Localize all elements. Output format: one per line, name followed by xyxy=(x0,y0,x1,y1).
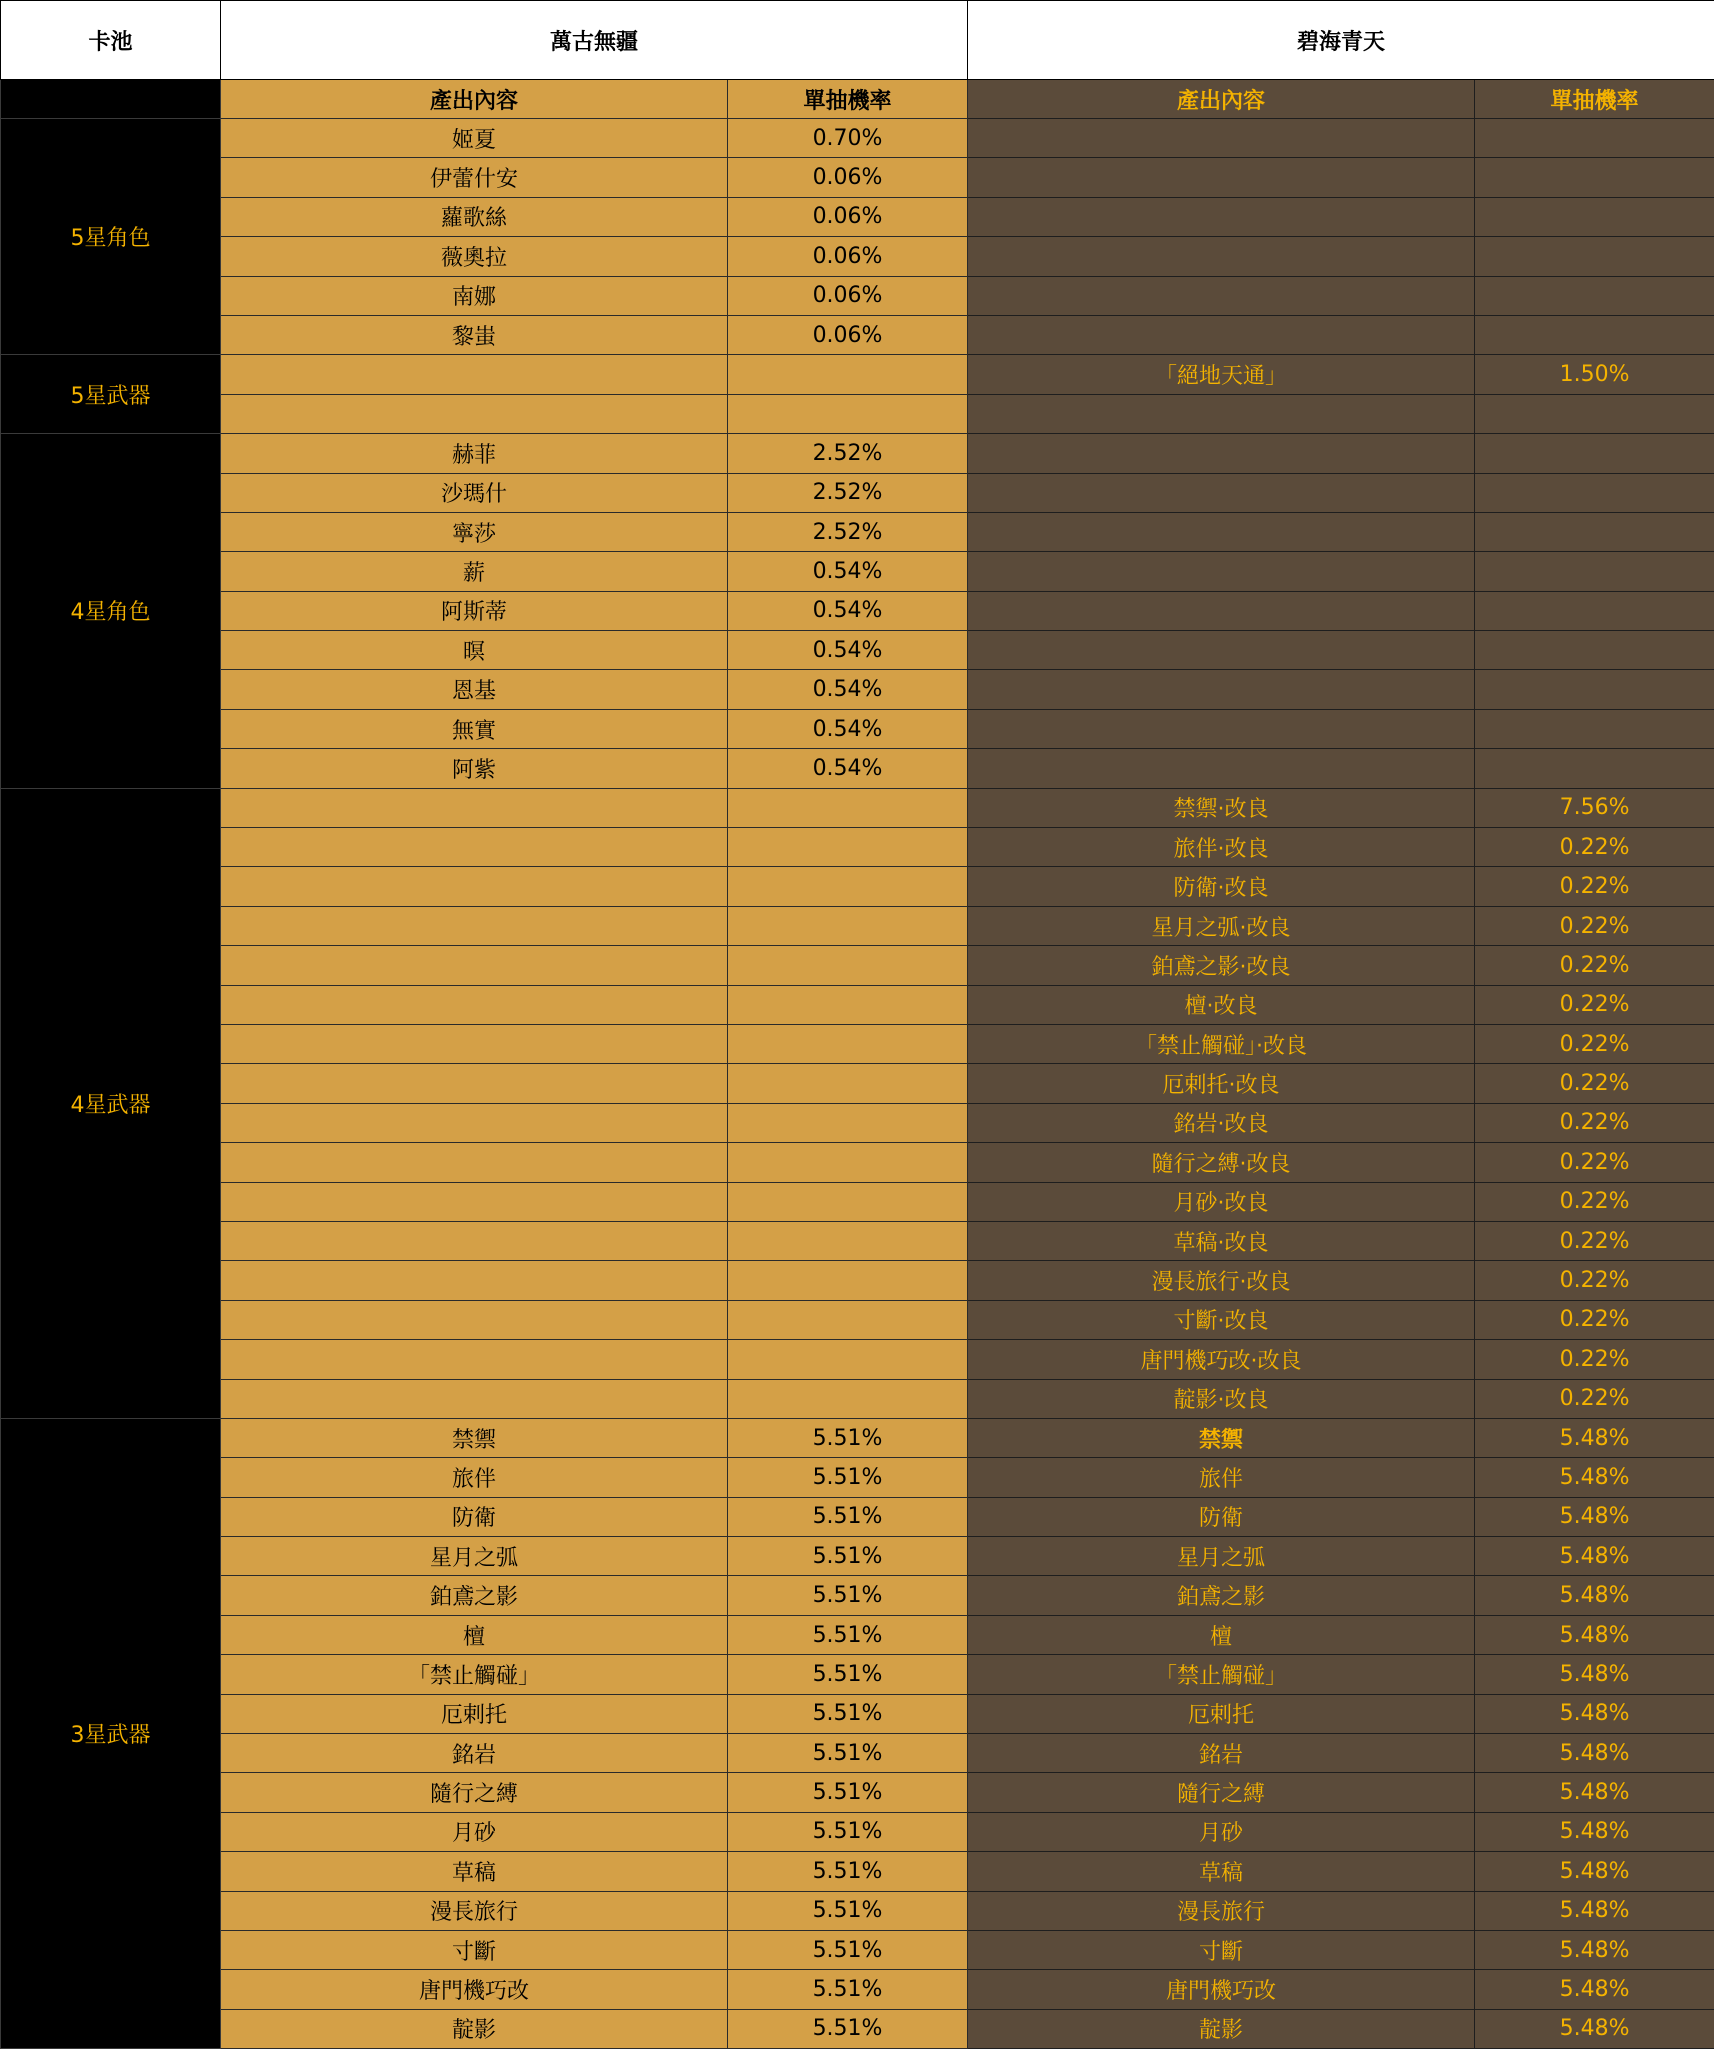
pool1-rate-cell: 5.51% xyxy=(728,1694,968,1733)
table-row xyxy=(1,1024,1714,1063)
pool2-rate-cell: 5.48% xyxy=(1475,1497,1714,1536)
table-row xyxy=(1,985,1714,1024)
pool2-content-header: 產出內容 xyxy=(968,80,1475,119)
pool1-item-cell: 銘岩 xyxy=(221,1734,728,1773)
pool1-item-cell xyxy=(221,355,728,394)
pool1-item-cell: 阿斯蒂 xyxy=(221,591,728,630)
pool2-rate-cell: 0.22% xyxy=(1475,1261,1714,1300)
pool1-item-cell: 姬夏 xyxy=(221,119,728,158)
pool2-item-cell xyxy=(968,552,1475,591)
table-row xyxy=(1,119,1714,158)
pool2-item-cell: 漫長旅行·改良 xyxy=(968,1261,1475,1300)
table-row xyxy=(1,1458,1714,1497)
pool1-rate-cell: 5.51% xyxy=(728,1734,968,1773)
pool2-item-cell: 寸斷 xyxy=(968,1930,1475,1969)
pool1-item-cell xyxy=(221,1064,728,1103)
pool1-item-cell: 厄剌托 xyxy=(221,1694,728,1733)
table-row xyxy=(1,1891,1714,1930)
pool1-item-cell: 南娜 xyxy=(221,276,728,315)
table-row xyxy=(1,1418,1714,1457)
pool1-item-cell: 靛影 xyxy=(221,2009,728,2048)
pool2-rate-cell: 0.22% xyxy=(1475,828,1714,867)
table-row xyxy=(1,473,1714,512)
pool1-rate-cell xyxy=(728,1064,968,1103)
table-row xyxy=(1,237,1714,276)
category-label: 5星武器 xyxy=(1,355,221,434)
pool1-rate-cell: 5.51% xyxy=(728,1970,968,2009)
category-label: 4星武器 xyxy=(1,788,221,1418)
pool1-item-cell: 阿紫 xyxy=(221,749,728,788)
pool1-rate-cell: 5.51% xyxy=(728,1852,968,1891)
pool1-rate-cell: 2.52% xyxy=(728,512,968,551)
pool1-rate-cell xyxy=(728,1300,968,1339)
pool1-rate-cell: 0.06% xyxy=(728,276,968,315)
pool2-item-cell: 銘岩 xyxy=(968,1734,1475,1773)
pool2-rate-cell: 0.22% xyxy=(1475,867,1714,906)
table-row xyxy=(1,2009,1714,2048)
pool1-rate-cell: 5.51% xyxy=(728,1458,968,1497)
pool2-rate-cell xyxy=(1475,394,1714,433)
pool1-rate-cell: 5.51% xyxy=(728,1655,968,1694)
pool2-rate-cell: 5.48% xyxy=(1475,1852,1714,1891)
pool2-item-cell: 草稿 xyxy=(968,1852,1475,1891)
pool2-rate-cell: 5.48% xyxy=(1475,1891,1714,1930)
table-row xyxy=(1,1930,1714,1969)
pool2-rate-cell: 5.48% xyxy=(1475,1458,1714,1497)
pool2-rate-cell: 5.48% xyxy=(1475,2009,1714,2048)
pool2-rate-cell xyxy=(1475,512,1714,551)
pool2-rate-cell: 0.22% xyxy=(1475,1182,1714,1221)
pool1-rate-header: 單抽機率 xyxy=(728,80,968,119)
table-row xyxy=(1,1261,1714,1300)
pool1-item-cell: 薪 xyxy=(221,552,728,591)
pool2-rate-cell: 5.48% xyxy=(1475,1537,1714,1576)
pool1-item-cell: 唐門機巧改 xyxy=(221,1970,728,2009)
pool2-rate-cell: 0.22% xyxy=(1475,1143,1714,1182)
pool2-rate-cell xyxy=(1475,237,1714,276)
pool2-item-cell xyxy=(968,670,1475,709)
pool1-rate-cell xyxy=(728,355,968,394)
pool2-item-cell: 「絕地天通」 xyxy=(968,355,1475,394)
pool2-item-cell xyxy=(968,394,1475,433)
pool2-item-cell: 唐門機巧改·改良 xyxy=(968,1340,1475,1379)
table-row xyxy=(1,512,1714,551)
subheader-row xyxy=(1,80,1714,119)
pool2-item-cell: 防衛 xyxy=(968,1497,1475,1536)
pool2-item-cell xyxy=(968,709,1475,748)
table-row xyxy=(1,355,1714,394)
pool1-item-cell xyxy=(221,1221,728,1260)
pool1-rate-cell xyxy=(728,1379,968,1418)
pool2-rate-cell: 0.22% xyxy=(1475,1103,1714,1142)
pool1-item-cell xyxy=(221,1103,728,1142)
pool2-rate-cell: 1.50% xyxy=(1475,355,1714,394)
table-row xyxy=(1,1340,1714,1379)
pool1-item-cell: 月砂 xyxy=(221,1812,728,1851)
table-row xyxy=(1,1182,1714,1221)
pool1-rate-cell: 0.70% xyxy=(728,119,968,158)
pool1-item-cell xyxy=(221,946,728,985)
pool2-rate-cell: 5.48% xyxy=(1475,1694,1714,1733)
pool1-item-cell: 薇奧拉 xyxy=(221,237,728,276)
pool2-rate-header: 單抽機率 xyxy=(1475,80,1714,119)
pool2-rate-cell: 5.48% xyxy=(1475,1576,1714,1615)
pool2-rate-cell: 5.48% xyxy=(1475,1812,1714,1851)
pool1-rate-cell: 2.52% xyxy=(728,434,968,473)
pool1-rate-cell: 0.54% xyxy=(728,591,968,630)
pool2-rate-cell xyxy=(1475,197,1714,236)
pool2-item-cell xyxy=(968,631,1475,670)
pool1-rate-cell xyxy=(728,1261,968,1300)
pool1-item-cell xyxy=(221,828,728,867)
pool2-rate-cell xyxy=(1475,276,1714,315)
pool1-rate-cell xyxy=(728,1221,968,1260)
pool1-item-cell: 旅伴 xyxy=(221,1458,728,1497)
pool2-item-cell: 月砂 xyxy=(968,1812,1475,1851)
pool2-rate-cell xyxy=(1475,631,1714,670)
pool1-content-header: 產出內容 xyxy=(221,80,728,119)
pool1-item-cell xyxy=(221,985,728,1024)
pool2-rate-cell: 5.48% xyxy=(1475,1970,1714,2009)
pool1-item-cell: 漫長旅行 xyxy=(221,1891,728,1930)
pool2-item-cell: 檀 xyxy=(968,1615,1475,1654)
pool2-item-cell xyxy=(968,315,1475,354)
pool1-item-cell: 赫菲 xyxy=(221,434,728,473)
pool2-item-cell: 「禁止觸碰」·改良 xyxy=(968,1024,1475,1063)
table-row xyxy=(1,1852,1714,1891)
table-row xyxy=(1,276,1714,315)
pool2-rate-cell xyxy=(1475,315,1714,354)
category-header: 卡池 xyxy=(1,1,221,80)
table-row xyxy=(1,1576,1714,1615)
pool2-item-cell: 唐門機巧改 xyxy=(968,1970,1475,2009)
table-row xyxy=(1,867,1714,906)
table-row xyxy=(1,1734,1714,1773)
pool1-item-cell: 無實 xyxy=(221,709,728,748)
table-row xyxy=(1,828,1714,867)
pool1-item-cell: 恩基 xyxy=(221,670,728,709)
pool1-rate-cell xyxy=(728,788,968,827)
pool2-rate-cell xyxy=(1475,709,1714,748)
category-label: 5星角色 xyxy=(1,119,221,355)
pool1-rate-cell: 5.51% xyxy=(728,1891,968,1930)
table-row xyxy=(1,1655,1714,1694)
table-row xyxy=(1,788,1714,827)
pool2-header: 碧海青天 xyxy=(968,1,1714,80)
pool1-item-cell: 星月之弧 xyxy=(221,1537,728,1576)
pool1-item-cell: 伊蕾什安 xyxy=(221,158,728,197)
table-row xyxy=(1,1497,1714,1536)
pool2-item-cell: 寸斷·改良 xyxy=(968,1300,1475,1339)
table-row xyxy=(1,946,1714,985)
pool2-rate-cell xyxy=(1475,552,1714,591)
pool1-rate-cell: 5.51% xyxy=(728,1773,968,1812)
pool1-item-cell xyxy=(221,1300,728,1339)
table-row xyxy=(1,1812,1714,1851)
pool1-rate-cell: 0.54% xyxy=(728,749,968,788)
pool2-item-cell: 檀·改良 xyxy=(968,985,1475,1024)
pool1-item-cell: 防衛 xyxy=(221,1497,728,1536)
table-row xyxy=(1,906,1714,945)
pool2-item-cell: 鉑鳶之影 xyxy=(968,1576,1475,1615)
pool2-item-cell xyxy=(968,473,1475,512)
pool1-rate-cell: 5.51% xyxy=(728,1930,968,1969)
pool1-rate-cell xyxy=(728,1024,968,1063)
pool2-item-cell: 厄剌托·改良 xyxy=(968,1064,1475,1103)
table-row xyxy=(1,1379,1714,1418)
pool2-item-cell xyxy=(968,591,1475,630)
pool2-item-cell xyxy=(968,749,1475,788)
pool1-rate-cell xyxy=(728,1340,968,1379)
table-row xyxy=(1,1694,1714,1733)
pool1-item-cell: 檀 xyxy=(221,1615,728,1654)
pool2-item-cell xyxy=(968,434,1475,473)
pool1-rate-cell: 5.51% xyxy=(728,1537,968,1576)
pool1-rate-cell: 5.51% xyxy=(728,1812,968,1851)
pool1-item-cell: 鉑鳶之影 xyxy=(221,1576,728,1615)
pool2-rate-cell: 5.48% xyxy=(1475,1418,1714,1457)
pool1-header: 萬古無疆 xyxy=(221,1,968,80)
table-row xyxy=(1,1064,1714,1103)
pool1-rate-cell: 5.51% xyxy=(728,1576,968,1615)
pool1-item-cell: 暝 xyxy=(221,631,728,670)
pool2-rate-cell: 5.48% xyxy=(1475,1930,1714,1969)
pool2-rate-cell: 7.56% xyxy=(1475,788,1714,827)
pool2-rate-cell xyxy=(1475,591,1714,630)
pool2-rate-cell: 5.48% xyxy=(1475,1655,1714,1694)
pool2-rate-cell: 5.48% xyxy=(1475,1615,1714,1654)
pool1-item-cell xyxy=(221,788,728,827)
pool2-item-cell: 星月之弧 xyxy=(968,1537,1475,1576)
pool1-item-cell xyxy=(221,1024,728,1063)
pool2-item-cell: 月砂·改良 xyxy=(968,1182,1475,1221)
table-row xyxy=(1,591,1714,630)
pool1-rate-cell xyxy=(728,1143,968,1182)
pool2-rate-cell: 5.48% xyxy=(1475,1773,1714,1812)
pool1-item-cell: 寧莎 xyxy=(221,512,728,551)
table-row xyxy=(1,709,1714,748)
pool2-item-cell: 防衛·改良 xyxy=(968,867,1475,906)
pool1-item-cell xyxy=(221,867,728,906)
pool2-item-cell: 草稿·改良 xyxy=(968,1221,1475,1260)
pool2-item-cell: 靛影 xyxy=(968,2009,1475,2048)
pool1-item-cell: 蘿歌絲 xyxy=(221,197,728,236)
table-row xyxy=(1,1300,1714,1339)
pool1-rate-cell: 0.54% xyxy=(728,552,968,591)
pool1-rate-cell xyxy=(728,946,968,985)
pool2-item-cell: 厄剌托 xyxy=(968,1694,1475,1733)
table-row xyxy=(1,631,1714,670)
pool1-item-cell: 黎蚩 xyxy=(221,315,728,354)
pool1-rate-cell: 5.51% xyxy=(728,1615,968,1654)
pool1-item-cell: 寸斷 xyxy=(221,1930,728,1969)
pool1-rate-cell: 0.06% xyxy=(728,237,968,276)
table-row xyxy=(1,1773,1714,1812)
pool1-item-cell: 草稿 xyxy=(221,1852,728,1891)
table-row xyxy=(1,670,1714,709)
pool2-item-cell: 隨行之縛·改良 xyxy=(968,1143,1475,1182)
table-row xyxy=(1,1143,1714,1182)
pool1-item-cell: 沙瑪什 xyxy=(221,473,728,512)
pool2-item-cell xyxy=(968,512,1475,551)
table-row xyxy=(1,158,1714,197)
pool1-rate-cell: 0.06% xyxy=(728,158,968,197)
pool2-item-cell: 靛影·改良 xyxy=(968,1379,1475,1418)
pool2-item-cell: 禁禦·改良 xyxy=(968,788,1475,827)
pool2-item-cell: 鉑鳶之影·改良 xyxy=(968,946,1475,985)
pool2-rate-cell: 0.22% xyxy=(1475,1024,1714,1063)
pool2-rate-cell xyxy=(1475,119,1714,158)
pool2-item-cell xyxy=(968,276,1475,315)
pool1-rate-cell xyxy=(728,1182,968,1221)
pool1-rate-cell: 0.54% xyxy=(728,670,968,709)
pool1-item-cell xyxy=(221,394,728,433)
pool2-item-cell: 禁禦 xyxy=(968,1418,1475,1457)
pool2-rate-cell xyxy=(1475,670,1714,709)
pool2-item-cell xyxy=(968,119,1475,158)
pool1-rate-cell: 5.51% xyxy=(728,1497,968,1536)
pool2-rate-cell xyxy=(1475,434,1714,473)
pool1-item-cell xyxy=(221,1379,728,1418)
pool1-rate-cell xyxy=(728,867,968,906)
pool2-rate-cell: 0.22% xyxy=(1475,1064,1714,1103)
pool1-rate-cell: 2.52% xyxy=(728,473,968,512)
pool2-rate-cell: 0.22% xyxy=(1475,906,1714,945)
table-row xyxy=(1,552,1714,591)
pool1-rate-cell: 5.51% xyxy=(728,1418,968,1457)
pool1-rate-cell: 0.06% xyxy=(728,197,968,236)
category-label: 3星武器 xyxy=(1,1418,221,2048)
pool2-item-cell: 「禁止觸碰」 xyxy=(968,1655,1475,1694)
pool1-item-cell: 隨行之縛 xyxy=(221,1773,728,1812)
pool1-rate-cell xyxy=(728,1103,968,1142)
pool2-item-cell: 旅伴·改良 xyxy=(968,828,1475,867)
header-row xyxy=(1,1,1714,80)
pool2-rate-cell xyxy=(1475,158,1714,197)
pool2-item-cell: 漫長旅行 xyxy=(968,1891,1475,1930)
pool2-item-cell: 星月之弧·改良 xyxy=(968,906,1475,945)
pool1-rate-cell: 0.06% xyxy=(728,315,968,354)
pool1-item-cell xyxy=(221,1182,728,1221)
table-row xyxy=(1,1970,1714,2009)
pool2-item-cell xyxy=(968,197,1475,236)
table-row xyxy=(1,197,1714,236)
table-row xyxy=(1,434,1714,473)
category-label: 4星角色 xyxy=(1,434,221,789)
table-row xyxy=(1,1537,1714,1576)
pool2-rate-cell: 0.22% xyxy=(1475,1379,1714,1418)
pool2-rate-cell: 0.22% xyxy=(1475,985,1714,1024)
pool2-rate-cell xyxy=(1475,473,1714,512)
pool1-item-cell: 「禁止觸碰」 xyxy=(221,1655,728,1694)
table-row xyxy=(1,394,1714,433)
pool1-rate-cell xyxy=(728,394,968,433)
pool2-item-cell: 銘岩·改良 xyxy=(968,1103,1475,1142)
pool1-rate-cell xyxy=(728,828,968,867)
pool1-item-cell xyxy=(221,1340,728,1379)
pool1-rate-cell xyxy=(728,985,968,1024)
pool1-item-cell xyxy=(221,1143,728,1182)
table-row xyxy=(1,315,1714,354)
pool1-rate-cell: 0.54% xyxy=(728,631,968,670)
table-row xyxy=(1,1221,1714,1260)
pool2-item-cell xyxy=(968,237,1475,276)
pool1-rate-cell xyxy=(728,906,968,945)
pool1-item-cell xyxy=(221,906,728,945)
table-body xyxy=(1,119,1714,2049)
pool1-item-cell xyxy=(221,1261,728,1300)
pool1-item-cell: 禁禦 xyxy=(221,1418,728,1457)
pool2-item-cell xyxy=(968,158,1475,197)
table-row xyxy=(1,1103,1714,1142)
table-row xyxy=(1,1615,1714,1654)
pool2-item-cell: 旅伴 xyxy=(968,1458,1475,1497)
pool2-rate-cell: 5.48% xyxy=(1475,1734,1714,1773)
pool1-rate-cell: 5.51% xyxy=(728,2009,968,2048)
table-row xyxy=(1,749,1714,788)
pool2-item-cell: 隨行之縛 xyxy=(968,1773,1475,1812)
pool2-rate-cell: 0.22% xyxy=(1475,1340,1714,1379)
pool1-rate-cell: 0.54% xyxy=(728,709,968,748)
pool2-rate-cell: 0.22% xyxy=(1475,946,1714,985)
pool2-rate-cell: 0.22% xyxy=(1475,1300,1714,1339)
pool2-rate-cell xyxy=(1475,749,1714,788)
pool2-rate-cell: 0.22% xyxy=(1475,1221,1714,1260)
subheader-corner xyxy=(1,80,221,119)
